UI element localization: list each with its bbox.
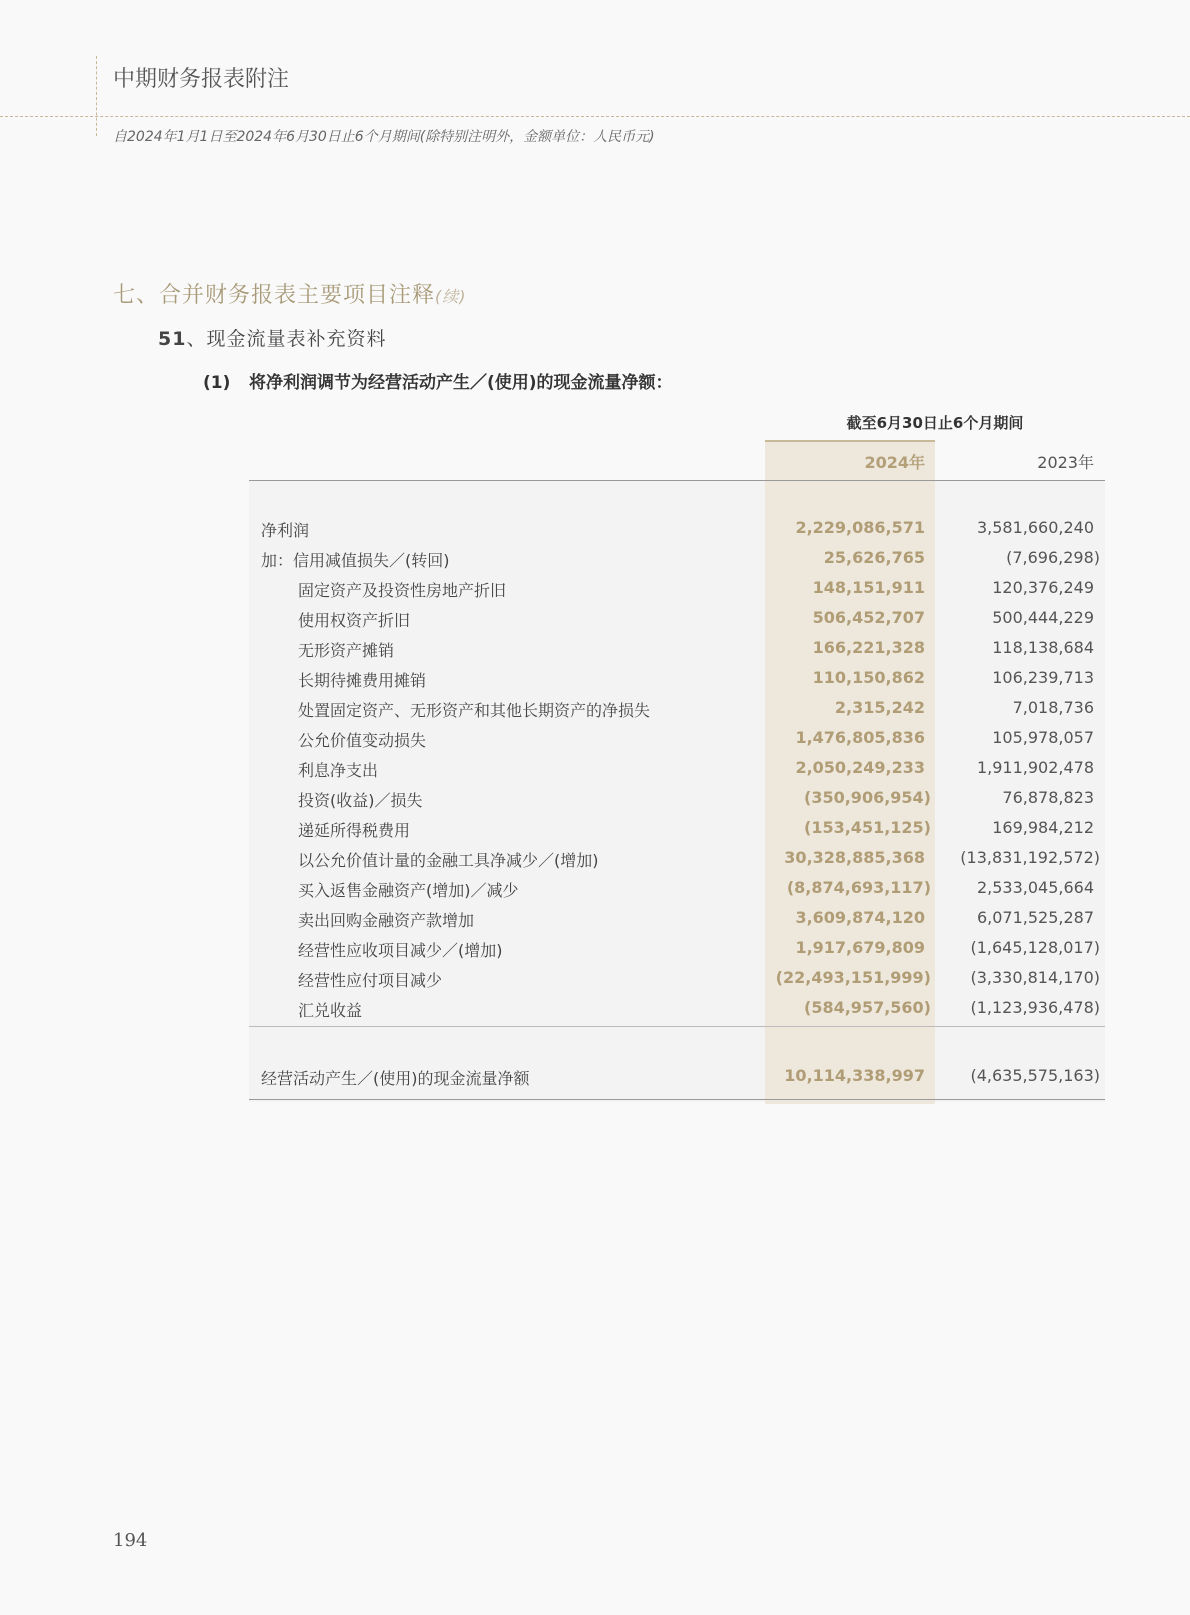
- row-prior: 1,911,902,478: [976, 758, 1094, 777]
- page-header-subtitle: 自2024年1月1日至2024年6月30日止6个月期间(除特别注明外，金额单位：人民币元): [113, 129, 655, 145]
- row-current: (8,874,693,117): [786, 878, 931, 897]
- table-row: [249, 935, 1105, 965]
- row-label: 无形资产摊销: [298, 641, 395, 660]
- table-row: [249, 905, 1105, 935]
- row-label: 利息净支出: [298, 761, 379, 780]
- row-prior: 106,239,713: [992, 668, 1094, 687]
- table-rule-subtotal: [249, 1026, 1105, 1027]
- row-label: 卖出回购金融资产款增加: [298, 911, 475, 930]
- row-prior: 7,018,736: [1012, 698, 1094, 717]
- total-current: 10,114,338,997: [784, 1066, 925, 1085]
- sub-section-title: [158, 324, 386, 351]
- table-rule-bottom: [249, 1099, 1105, 1100]
- row-current: 1,476,805,836: [795, 728, 925, 747]
- row-label: 投资(收益)／损失: [298, 791, 423, 810]
- row-label: 以公允价值计量的金融工具净减少／(增加): [298, 851, 599, 870]
- table-row: [249, 965, 1105, 995]
- page-number: 194: [113, 1530, 148, 1551]
- row-label: 加：信用减值损失／(转回): [261, 551, 450, 570]
- row-label: 经营性应收项目减少／(增加): [298, 941, 503, 960]
- header-divider: [0, 116, 1190, 117]
- row-label: 汇兑收益: [298, 1001, 363, 1020]
- sub-section-number: 51: [158, 328, 187, 350]
- row-prior: (13,831,192,572): [960, 848, 1100, 867]
- row-label: 处置固定资产、无形资产和其他长期资产的净损失: [298, 701, 651, 720]
- section-title-text: 七、合并财务报表主要项目注释: [113, 283, 436, 308]
- year-current-header: 2024年: [864, 453, 925, 472]
- row-prior: (3,330,814,170): [970, 968, 1100, 987]
- row-current: (22,493,151,999): [775, 968, 931, 987]
- row-label: 净利润: [261, 521, 310, 540]
- row-current: (153,451,125): [804, 818, 931, 837]
- row-prior: 500,444,229: [992, 608, 1094, 627]
- row-current: 2,229,086,571: [795, 518, 925, 537]
- row-label: 经营性应付项目减少: [298, 971, 443, 990]
- row-prior: 118,138,684: [992, 638, 1094, 657]
- cash-flow-table: [249, 406, 1105, 1102]
- row-current: 506,452,707: [812, 608, 925, 627]
- table-row: [249, 515, 1105, 545]
- item-title: [203, 368, 673, 393]
- table-row: [249, 575, 1105, 605]
- table-rule-top: [249, 480, 1105, 481]
- year-prior-header: 2023年: [1037, 453, 1094, 472]
- row-prior: (1,645,128,017): [970, 938, 1100, 957]
- row-current: 1,917,679,809: [795, 938, 925, 957]
- table-row: [249, 995, 1105, 1025]
- row-current: 2,315,242: [834, 698, 925, 717]
- row-current: 110,150,862: [812, 668, 925, 687]
- row-label: 递延所得税费用: [298, 821, 411, 840]
- row-prior: 105,978,057: [992, 728, 1094, 747]
- row-prior: 3,581,660,240: [976, 518, 1094, 537]
- row-label: 公允价值变动损失: [298, 731, 427, 750]
- row-prior: 6,071,525,287: [976, 908, 1094, 927]
- section-title: [113, 278, 467, 309]
- total-prior: (4,635,575,163): [970, 1066, 1100, 1085]
- row-current: (350,906,954): [804, 788, 931, 807]
- row-label: 长期待摊费用摊销: [298, 671, 427, 690]
- table-row: [249, 755, 1105, 785]
- item-title-text: 将净利润调节为经营活动产生／(使用)的现金流量净额：: [249, 373, 673, 393]
- table-row: [249, 875, 1105, 905]
- row-prior: 76,878,823: [1002, 788, 1094, 807]
- row-prior: (1,123,936,478): [970, 998, 1100, 1017]
- row-prior: 120,376,249: [992, 578, 1094, 597]
- table-rows: [249, 515, 1105, 1025]
- page-header-title: 中期财务报表附注: [113, 67, 290, 92]
- row-current: 2,050,249,233: [795, 758, 925, 777]
- table-row: [249, 545, 1105, 575]
- item-label: (1): [203, 373, 231, 393]
- row-current: (584,957,560): [804, 998, 931, 1017]
- sub-section-text: 、现金流量表补充资料: [186, 328, 387, 350]
- row-current: 3,609,874,120: [795, 908, 925, 927]
- row-prior: 169,984,212: [992, 818, 1094, 837]
- table-row: [249, 665, 1105, 695]
- period-header: 截至6月30日止6个月期间: [846, 414, 1024, 432]
- row-current: 148,151,911: [812, 578, 925, 597]
- table-row: [249, 785, 1105, 815]
- table-row: [249, 605, 1105, 635]
- section-continued: (续): [435, 287, 467, 306]
- header-tick-line: [96, 56, 97, 136]
- total-label: 经营活动产生／(使用)的现金流量净额: [261, 1069, 530, 1088]
- table-row: [249, 845, 1105, 875]
- row-prior: 2,533,045,664: [976, 878, 1094, 897]
- row-current: 25,626,765: [823, 548, 925, 567]
- table-row: [249, 695, 1105, 725]
- row-label: 使用权资产折旧: [298, 611, 411, 630]
- table-total-row: [249, 1066, 1105, 1096]
- row-current: 30,328,885,368: [784, 848, 925, 867]
- table-row: [249, 815, 1105, 845]
- row-prior: (7,696,298): [1006, 548, 1100, 567]
- table-row: [249, 725, 1105, 755]
- row-current: 166,221,328: [812, 638, 925, 657]
- table-row: [249, 635, 1105, 665]
- row-label: 固定资产及投资性房地产折旧: [298, 581, 507, 600]
- row-label: 买入返售金融资产(增加)／减少: [298, 881, 519, 900]
